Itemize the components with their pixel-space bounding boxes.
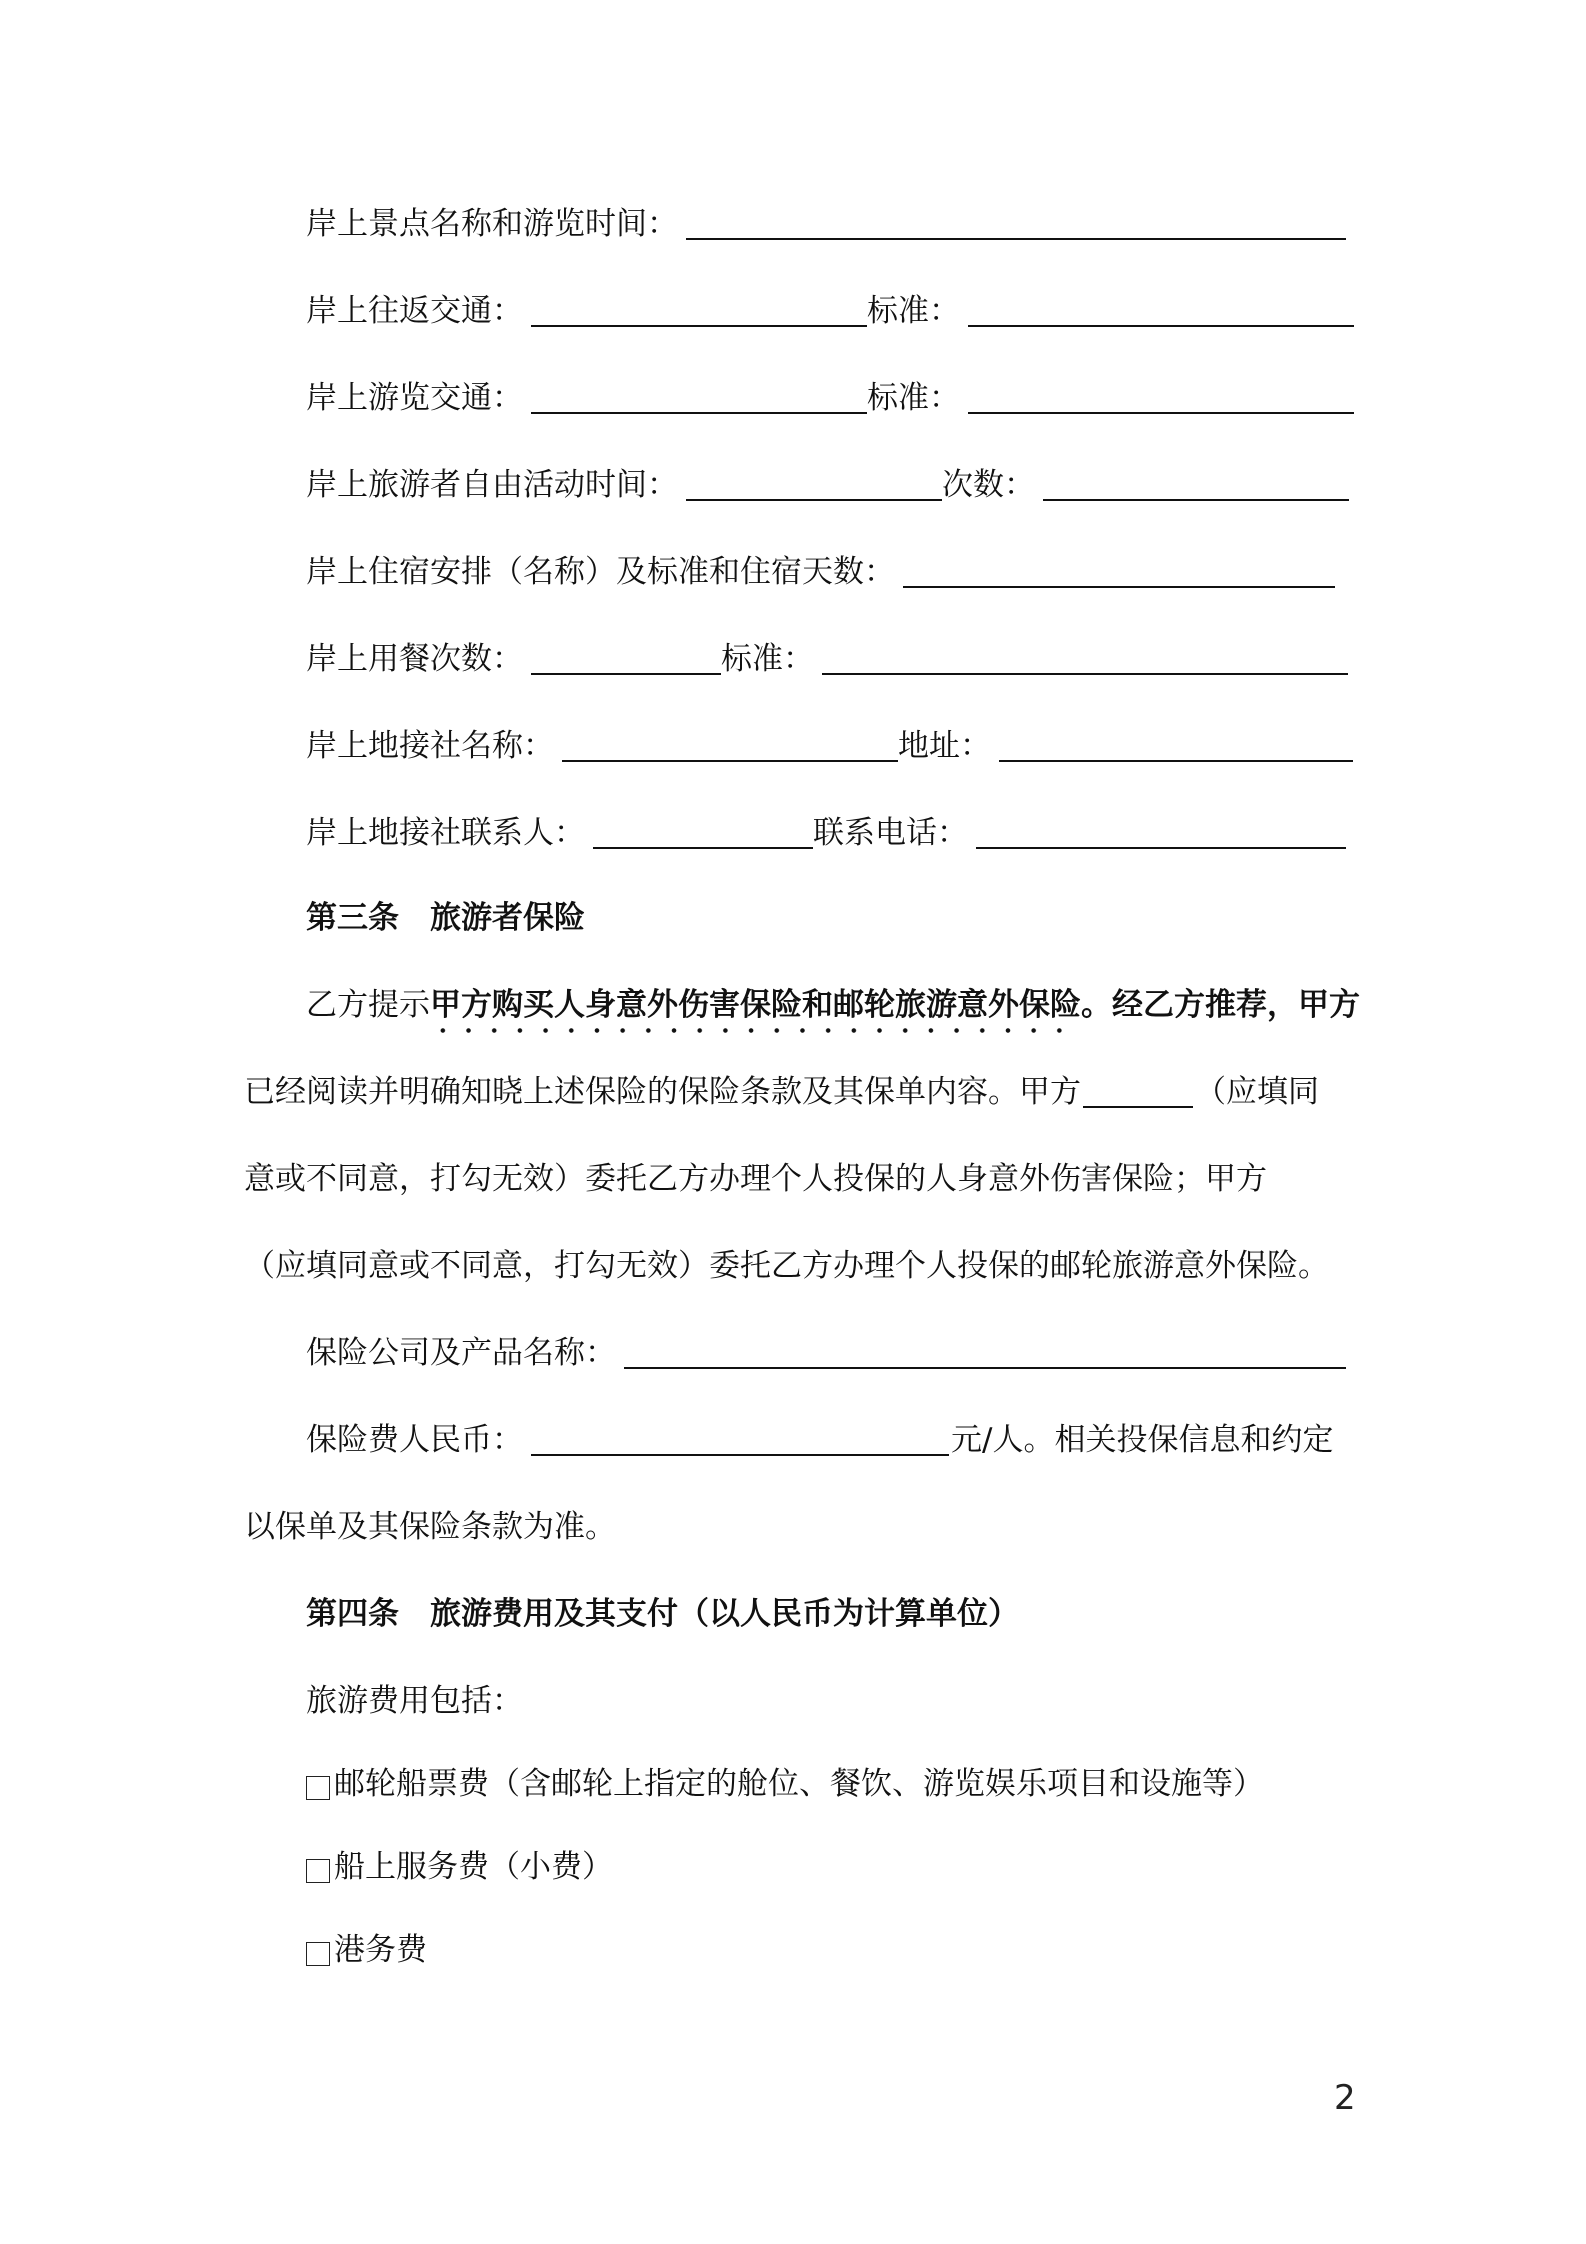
shore-sightseeing-standard-blank[interactable]	[968, 376, 1354, 414]
article3-para-line2	[244, 1048, 1319, 1108]
page-number: 2	[1334, 2078, 1356, 2118]
article3-p2-a: 已经阅读并明确知晓上述保险的保险条款及其保单内容。甲方	[244, 1074, 1081, 1110]
premium-continuation: 以保单及其保险条款为准。	[244, 1509, 616, 1545]
shore-agency-label: 岸上地接社名称：	[306, 728, 554, 764]
shore-meals-standard-label: 标准：	[721, 641, 814, 677]
shore-meals-standard-blank[interactable]	[822, 637, 1348, 675]
shore-meals-label: 岸上用餐次数：	[306, 641, 523, 677]
shore-lodging-blank[interactable]	[903, 550, 1335, 588]
article3-p1-emphasis: 甲方购买人身意外伤害保险和邮轮旅游意外保险	[430, 990, 1081, 1035]
article3-para-line1	[306, 961, 1360, 1021]
article3-para-line3	[244, 1135, 1267, 1195]
fee-includes-row	[306, 1657, 523, 1717]
shore-roundtrip-row	[306, 267, 1360, 327]
shore-sightseeing-label: 岸上游览交通：	[306, 380, 523, 416]
insurer-blank[interactable]	[624, 1331, 1346, 1369]
insurer-label: 保险公司及产品名称：	[306, 1335, 616, 1371]
article4-title: 第四条 旅游费用及其支付（以人民币为计算单位）	[306, 1596, 1019, 1632]
shore-roundtrip-standard-blank[interactable]	[968, 289, 1354, 327]
checkbox-icon[interactable]	[306, 1776, 330, 1800]
shore-contact-blank[interactable]	[593, 811, 813, 849]
article3-p1-rest: 。经乙方推荐，甲方	[1081, 987, 1360, 1023]
shore-attractions-label: 岸上景点名称和游览时间：	[306, 206, 678, 242]
insurer-row	[306, 1309, 1352, 1369]
shore-free-time-row	[306, 441, 1355, 501]
shore-agency-address-label: 地址：	[898, 728, 991, 764]
shore-phone-label: 联系电话：	[813, 815, 968, 851]
shore-attractions-row	[306, 180, 1352, 240]
premium-suffix: 元/人。相关投保信息和约定	[951, 1422, 1334, 1458]
article3-title: 第三条 旅游者保险	[306, 900, 585, 936]
shore-meals-blank[interactable]	[531, 637, 721, 675]
shore-free-count-label: 次数：	[942, 467, 1035, 503]
shore-free-time-label: 岸上旅游者自由活动时间：	[306, 467, 678, 503]
shore-roundtrip-label: 岸上往返交通：	[306, 293, 523, 329]
premium-continuation-row	[244, 1483, 616, 1543]
article3-para-line4	[244, 1222, 1329, 1282]
shore-attractions-blank[interactable]	[686, 202, 1346, 240]
article3-p1-lead: 乙方提示	[306, 987, 430, 1023]
fee-includes-label: 旅游费用包括：	[306, 1683, 523, 1719]
shore-free-time-blank[interactable]	[686, 463, 942, 501]
shore-roundtrip-standard-label: 标准：	[867, 293, 960, 329]
article3-p4: （应填同意或不同意，打勾无效）委托乙方办理个人投保的邮轮旅游意外保险。	[244, 1248, 1329, 1284]
shore-lodging-row	[306, 528, 1341, 588]
shore-lodging-label: 岸上住宿安排（名称）及标准和住宿天数：	[306, 554, 895, 590]
article3-p3: 意或不同意，打勾无效）委托乙方办理个人投保的人身意外伤害保险；甲方	[244, 1161, 1267, 1197]
fee-item-1-label: 邮轮船票费（含邮轮上指定的舱位、餐饮、游览娱乐项目和设施等）	[334, 1766, 1264, 1802]
shore-agency-address-blank[interactable]	[999, 724, 1353, 762]
premium-blank[interactable]	[531, 1418, 949, 1456]
shore-contact-label: 岸上地接社联系人：	[306, 815, 585, 851]
fee-item-2-label: 船上服务费（小费）	[334, 1849, 613, 1885]
fee-item-2	[306, 1823, 613, 1883]
premium-row	[306, 1396, 1333, 1456]
fee-item-3-label: 港务费	[334, 1932, 427, 1968]
article4-heading	[306, 1570, 1019, 1630]
shore-roundtrip-blank[interactable]	[531, 289, 867, 327]
shore-sightseeing-blank[interactable]	[531, 376, 867, 414]
article3-p2-b: （应填同	[1195, 1074, 1319, 1110]
fee-item-1	[306, 1740, 1264, 1800]
checkbox-icon[interactable]	[306, 1859, 330, 1883]
consent-blank-1[interactable]	[1083, 1070, 1193, 1108]
shore-agency-row	[306, 702, 1359, 762]
shore-phone-blank[interactable]	[976, 811, 1346, 849]
shore-agency-blank[interactable]	[562, 724, 898, 762]
checkbox-icon[interactable]	[306, 1942, 330, 1966]
shore-sightseeing-row	[306, 354, 1360, 414]
fee-item-3	[306, 1906, 427, 1966]
shore-sightseeing-standard-label: 标准：	[867, 380, 960, 416]
premium-label: 保险费人民币：	[306, 1422, 523, 1458]
shore-free-count-blank[interactable]	[1043, 463, 1349, 501]
shore-contact-row	[306, 789, 1352, 849]
shore-meals-row	[306, 615, 1354, 675]
article3-heading	[306, 874, 585, 934]
